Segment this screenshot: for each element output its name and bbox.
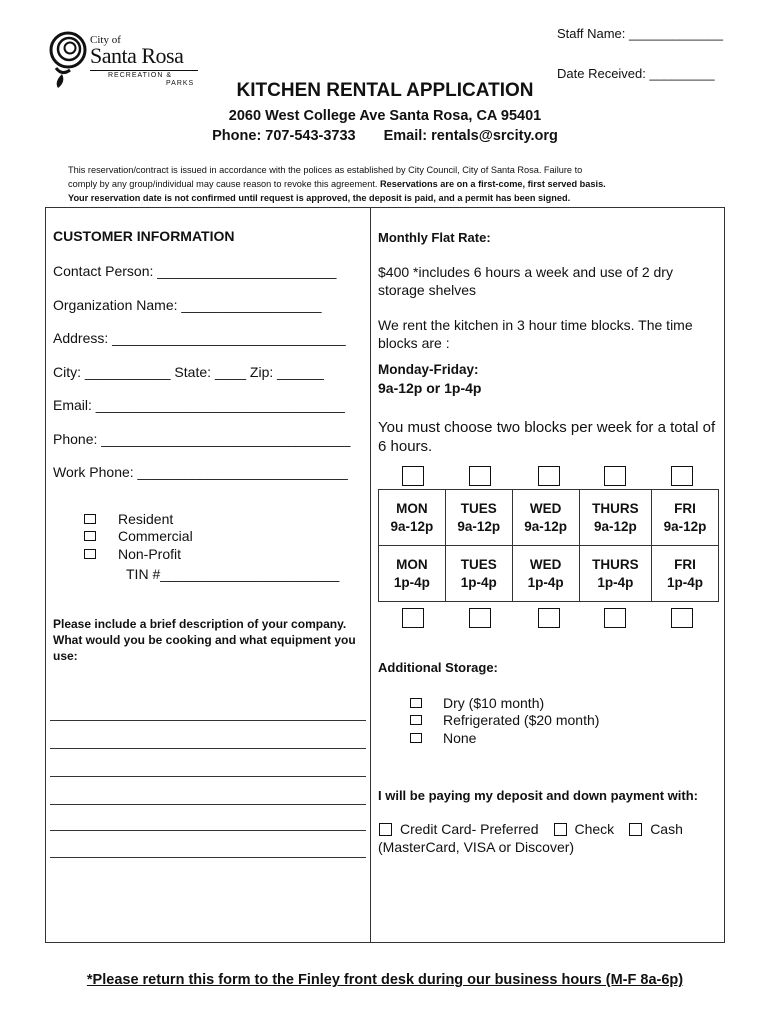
notice-line-3-bold: Your reservation date is not confirmed until request is approved, the deposit is paid, and a permit has been signed. bbox=[68, 193, 571, 203]
storage-dry[interactable] bbox=[410, 694, 599, 712]
notice-line-2-bold: Reservations are on a first-come, first served basis. bbox=[380, 179, 606, 189]
phone-field[interactable]: Phone: ________________________________ bbox=[53, 430, 351, 447]
logo-recreation: RECREATION & bbox=[108, 72, 172, 79]
logo-parks: PARKS bbox=[166, 80, 195, 87]
work-phone-field[interactable]: Work Phone: ___________________________ bbox=[53, 464, 348, 480]
thurs-morning-checkbox[interactable] bbox=[604, 466, 626, 486]
type-commercial[interactable] bbox=[84, 528, 193, 546]
resident-label: Resident bbox=[118, 510, 174, 527]
slot-time: 1p-4p bbox=[460, 574, 497, 590]
phone-text: Phone: 707-543-3733 bbox=[212, 128, 356, 144]
none-checkbox[interactable] bbox=[410, 733, 422, 743]
customer-heading: CUSTOMER INFORMATION bbox=[53, 228, 235, 244]
slot-day: MON bbox=[396, 500, 428, 516]
slot-time: 9a-12p bbox=[457, 518, 501, 534]
schedule-table bbox=[378, 489, 719, 602]
slot-tues-morning[interactable] bbox=[445, 490, 512, 546]
slot-time: 9a-12p bbox=[390, 518, 434, 534]
storage-heading: Additional Storage: bbox=[378, 660, 498, 675]
slot-fri-afternoon[interactable] bbox=[652, 546, 719, 602]
payment-options bbox=[379, 821, 683, 837]
notice-line-2 bbox=[68, 177, 728, 191]
city-state-zip-field[interactable]: City: ___________ State: ____ Zip: ______ bbox=[53, 363, 324, 380]
slot-day: TUES bbox=[460, 556, 497, 572]
description-line[interactable] bbox=[50, 720, 366, 721]
time-blocks-text: We rent the kitchen in 3 hour time blocks. The time blocks are : bbox=[378, 317, 693, 351]
type-non-profit[interactable] bbox=[84, 545, 193, 563]
thurs-afternoon-checkbox[interactable] bbox=[604, 608, 626, 628]
slot-tues-afternoon[interactable] bbox=[445, 546, 512, 602]
form-title-text: KITCHEN RENTAL APPLICATION bbox=[236, 80, 534, 101]
slot-thurs-morning[interactable] bbox=[579, 490, 652, 546]
description-prompt: Please include a brief description of your company. What would you be cooking and what equipment you use: bbox=[53, 617, 356, 663]
slot-time: 9a-12p bbox=[663, 518, 707, 534]
afternoon-row bbox=[379, 546, 719, 602]
tues-morning-checkbox[interactable] bbox=[469, 466, 491, 486]
wed-morning-checkbox[interactable] bbox=[538, 466, 560, 486]
email-field[interactable]: Email: ________________________________ bbox=[53, 397, 345, 413]
morning-row bbox=[379, 490, 719, 546]
organization-name-field[interactable]: Organization Name: __________________ bbox=[53, 296, 322, 313]
slot-wed-morning[interactable] bbox=[512, 490, 579, 546]
description-line[interactable] bbox=[50, 804, 366, 805]
monthly-rate-heading: Monthly Flat Rate: bbox=[378, 230, 491, 245]
logo-city-of: City of bbox=[90, 34, 121, 46]
slot-fri-morning[interactable] bbox=[652, 490, 719, 546]
contact-person-field[interactable]: Contact Person: _______________________ bbox=[53, 263, 337, 279]
address-field[interactable]: Address: ______________________________ bbox=[53, 330, 346, 346]
logo-santa-rosa: Santa Rosa bbox=[90, 43, 184, 68]
slot-time: 1p-4p bbox=[393, 574, 430, 590]
slot-day: THURS bbox=[592, 556, 639, 572]
contact-line bbox=[0, 128, 770, 144]
refrigerated-label: Refrigerated ($20 month) bbox=[443, 712, 600, 729]
slot-time: 1p-4p bbox=[527, 574, 564, 590]
slot-day: TUES bbox=[460, 500, 497, 516]
description-line[interactable] bbox=[50, 776, 366, 777]
slot-wed-afternoon[interactable] bbox=[512, 546, 579, 602]
customer-type-options bbox=[84, 510, 193, 563]
non-profit-label: Non-Profit bbox=[118, 545, 182, 562]
slot-day: THURS bbox=[592, 500, 639, 516]
policy-notice bbox=[68, 163, 728, 205]
description-line[interactable] bbox=[50, 748, 366, 749]
refrigerated-checkbox[interactable] bbox=[410, 715, 422, 725]
credit-card-label: Credit Card- Preferred bbox=[400, 821, 539, 837]
wed-afternoon-checkbox[interactable] bbox=[538, 608, 560, 628]
date-received-field[interactable]: Date Received: _________ bbox=[557, 66, 715, 81]
description-line[interactable] bbox=[50, 830, 366, 831]
dry-label: Dry ($10 month) bbox=[443, 694, 545, 711]
fri-morning-checkbox[interactable] bbox=[671, 466, 693, 486]
dry-checkbox[interactable] bbox=[410, 698, 422, 708]
cash-label: Cash bbox=[650, 821, 683, 837]
slot-time: 1p-4p bbox=[667, 574, 704, 590]
slot-day: FRI bbox=[674, 556, 696, 572]
payment-heading: I will be paying my deposit and down payment with: bbox=[378, 788, 698, 803]
storage-options bbox=[410, 694, 599, 747]
tues-afternoon-checkbox[interactable] bbox=[469, 608, 491, 628]
times-text: 9a-12p or 1p-4p bbox=[378, 380, 482, 396]
check-label: Check bbox=[574, 821, 615, 837]
mon-morning-checkbox[interactable] bbox=[402, 466, 424, 486]
customer-information-section bbox=[53, 228, 353, 498]
notice-line-2-text: comply by any group/individual may cause reason to revoke this agreement. bbox=[68, 179, 381, 189]
slot-mon-morning[interactable] bbox=[379, 490, 446, 546]
credit-card-checkbox[interactable] bbox=[379, 823, 392, 836]
slot-mon-afternoon[interactable] bbox=[379, 546, 446, 602]
none-label: None bbox=[443, 729, 477, 746]
storage-refrigerated[interactable] bbox=[410, 712, 599, 730]
slot-time: 9a-12p bbox=[593, 518, 637, 534]
slot-day: WED bbox=[529, 556, 562, 572]
tin-field[interactable]: TIN #_______________________ bbox=[126, 566, 340, 582]
storage-none[interactable] bbox=[410, 729, 599, 747]
cash-checkbox[interactable] bbox=[629, 823, 642, 836]
days-text: Monday-Friday: bbox=[378, 362, 479, 377]
return-instructions: *Please return this form to the Finley front desk during our business hours (M-F 8a-6p) bbox=[86, 972, 684, 988]
staff-name-field[interactable]: Staff Name: _____________ bbox=[557, 26, 724, 41]
slot-time: 1p-4p bbox=[597, 574, 634, 590]
choose-blocks-text: You must choose two blocks per week for a total of 6 hours. bbox=[378, 419, 716, 455]
resident-checkbox[interactable] bbox=[84, 514, 96, 524]
logo-divider bbox=[90, 70, 198, 71]
commercial-checkbox[interactable] bbox=[84, 531, 96, 541]
fri-afternoon-checkbox[interactable] bbox=[671, 608, 693, 628]
notice-line-1: This reservation/contract is issued in accordance with the polices as established by City Council, City of Santa Rosa. Failure to bbox=[68, 165, 583, 175]
non-profit-checkbox[interactable] bbox=[84, 549, 96, 559]
price-text: $400 *includes 6 hours a week and use of 2 dry storage shelves bbox=[378, 264, 673, 298]
address-line: 2060 West College Ave Santa Rosa, CA 95401 bbox=[228, 108, 542, 124]
slot-time: 9a-12p bbox=[524, 518, 568, 534]
commercial-label: Commercial bbox=[118, 528, 193, 545]
slot-day: WED bbox=[529, 500, 562, 516]
mon-afternoon-checkbox[interactable] bbox=[402, 608, 424, 628]
column-divider bbox=[370, 207, 371, 943]
description-line[interactable] bbox=[50, 857, 366, 858]
form-title bbox=[0, 80, 770, 102]
type-resident[interactable] bbox=[84, 510, 193, 528]
slot-thurs-afternoon[interactable] bbox=[579, 546, 652, 602]
slot-day: FRI bbox=[674, 500, 696, 516]
email-text: Email: rentals@srcity.org bbox=[383, 128, 558, 144]
notice-line-3 bbox=[68, 191, 728, 205]
check-checkbox[interactable] bbox=[554, 823, 567, 836]
card-types-note: (MasterCard, VISA or Discover) bbox=[378, 839, 575, 855]
slot-day: MON bbox=[396, 556, 428, 572]
